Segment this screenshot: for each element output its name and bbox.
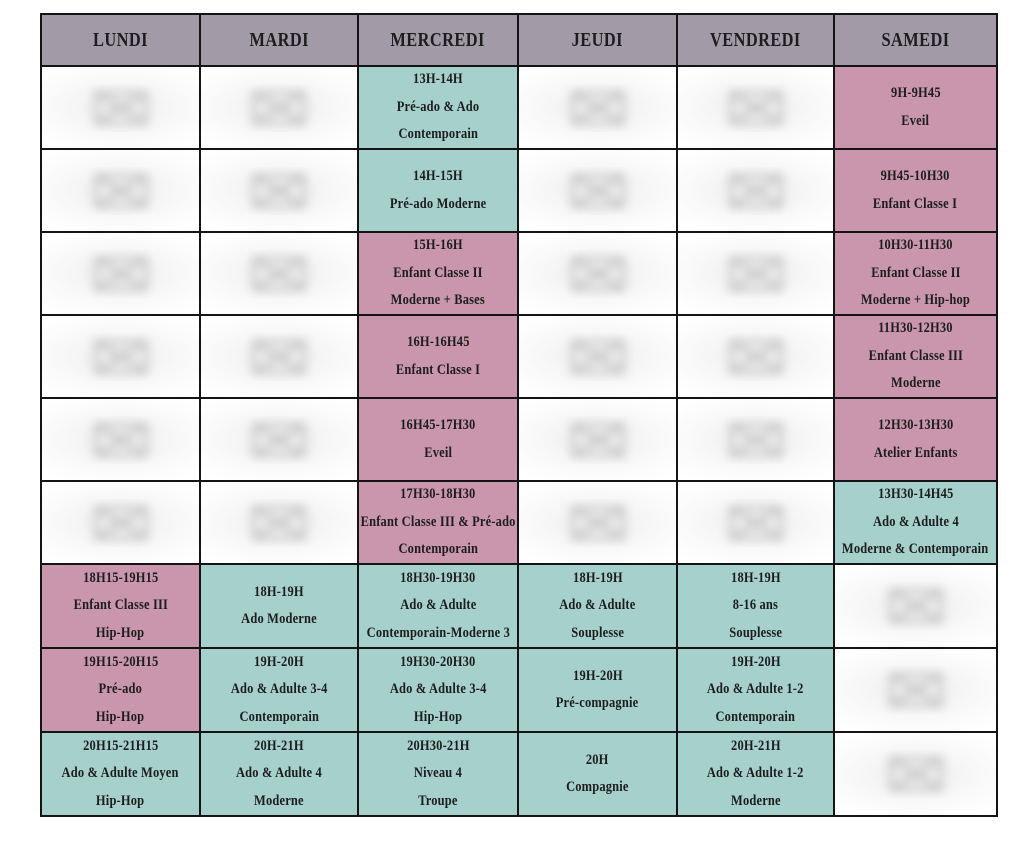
class-cell-samedi-row4 bbox=[835, 316, 998, 399]
class-label: Moderne bbox=[730, 792, 781, 809]
missing-image-icon bbox=[559, 499, 637, 547]
class-label: Ado & Adulte Moyen bbox=[61, 765, 180, 782]
missing-image-icon bbox=[240, 84, 318, 132]
missing-image-icon bbox=[717, 333, 795, 381]
class-cell-samedi-row2 bbox=[835, 150, 998, 233]
class-time: 11H30-12H30 bbox=[878, 320, 953, 337]
class-label: Ado & Adulte 1-2 bbox=[707, 765, 804, 782]
missing-image-icon bbox=[82, 416, 160, 464]
day-header-lundi bbox=[42, 15, 201, 67]
class-label: Eveil bbox=[424, 444, 452, 461]
class-label: Souplesse bbox=[571, 624, 624, 641]
class-time: 20H bbox=[586, 751, 609, 768]
missing-image-icon bbox=[240, 167, 318, 215]
class-label: Contemporain bbox=[715, 708, 796, 725]
class-label: 8-16 ans bbox=[732, 597, 779, 614]
missing-image-icon bbox=[717, 499, 795, 547]
empty-cell-vendredi-row2 bbox=[678, 150, 835, 233]
class-label: Hip-Hop bbox=[96, 792, 145, 809]
empty-cell-mardi-row5 bbox=[201, 399, 359, 482]
empty-cell-jeudi-row5 bbox=[519, 399, 678, 482]
class-time: 19H-20H bbox=[730, 653, 781, 670]
class-label: Enfant Classe III bbox=[868, 347, 963, 364]
empty-cell-lundi-row4 bbox=[42, 316, 201, 399]
class-cell-jeudi-row9 bbox=[519, 733, 678, 817]
day-header-mardi bbox=[201, 15, 359, 67]
class-time: 15H-16H bbox=[413, 237, 463, 254]
class-time: 14H-15H bbox=[413, 168, 463, 184]
day-header-label: LUNDI bbox=[93, 28, 148, 51]
class-cell-samedi-row3 bbox=[835, 233, 998, 316]
empty-cell-lundi-row5 bbox=[42, 399, 201, 482]
day-header-label: SAMEDI bbox=[881, 28, 950, 51]
class-time: 13H-14H bbox=[413, 71, 463, 88]
class-time: 18H-19H bbox=[254, 583, 304, 600]
class-cell-mercredi-row2 bbox=[359, 150, 519, 233]
day-header-label: MARDI bbox=[249, 28, 309, 51]
empty-cell-lundi-row2 bbox=[42, 150, 201, 233]
class-time: 9H-9H45 bbox=[890, 85, 941, 101]
class-label: Moderne bbox=[254, 792, 304, 809]
day-header-samedi bbox=[835, 15, 998, 67]
empty-cell-vendredi-row3 bbox=[678, 233, 835, 316]
day-header-label: JEUDI bbox=[571, 28, 624, 51]
missing-image-icon bbox=[559, 167, 637, 215]
class-label: Hip-Hop bbox=[96, 624, 145, 641]
empty-cell-jeudi-row2 bbox=[519, 150, 678, 233]
class-cell-mercredi-row9 bbox=[359, 733, 519, 817]
missing-image-icon bbox=[240, 333, 318, 381]
empty-cell-vendredi-row6 bbox=[678, 482, 835, 565]
class-label: Pré-ado bbox=[98, 681, 143, 698]
class-time: 17H30-18H30 bbox=[400, 486, 476, 503]
class-cell-mardi-row8 bbox=[201, 649, 359, 733]
class-label: Moderne + Bases bbox=[390, 292, 486, 309]
class-label: Souplesse bbox=[729, 624, 782, 641]
class-label: Ado & Adulte 3-4 bbox=[389, 681, 487, 698]
class-label: Enfant Classe III bbox=[73, 597, 168, 614]
class-time: 19H-20H bbox=[572, 667, 623, 684]
empty-cell-mardi-row1 bbox=[201, 67, 359, 150]
empty-cell-mardi-row4 bbox=[201, 316, 359, 399]
empty-cell-lundi-row3 bbox=[42, 233, 201, 316]
empty-cell-samedi-row8 bbox=[835, 649, 998, 733]
class-label: Eveil bbox=[901, 112, 930, 129]
class-label: Niveau 4 bbox=[413, 765, 463, 782]
class-label: Enfant Classe I bbox=[873, 195, 958, 212]
class-cell-mercredi-row7 bbox=[359, 565, 519, 649]
class-cell-mercredi-row6 bbox=[359, 482, 519, 565]
class-label: Enfant Classe III & Pré-ado bbox=[360, 513, 516, 530]
day-header-jeudi bbox=[519, 15, 678, 67]
class-label: Pré-compagnie bbox=[556, 695, 639, 711]
class-cell-vendredi-row9 bbox=[678, 733, 835, 817]
empty-cell-vendredi-row5 bbox=[678, 399, 835, 482]
schedule-table bbox=[40, 13, 998, 817]
class-label: Ado & Adulte bbox=[399, 597, 477, 614]
class-time: 19H-20H bbox=[254, 653, 304, 670]
empty-cell-jeudi-row3 bbox=[519, 233, 678, 316]
class-cell-mardi-row9 bbox=[201, 733, 359, 817]
missing-image-icon bbox=[559, 250, 637, 298]
class-time: 13H30-14H45 bbox=[877, 486, 954, 503]
empty-cell-mardi-row6 bbox=[201, 482, 359, 565]
missing-image-icon bbox=[82, 250, 160, 298]
class-cell-lundi-row9 bbox=[42, 733, 201, 817]
class-time: 19H15-20H15 bbox=[82, 653, 159, 670]
day-header-label: MERCREDI bbox=[390, 28, 486, 51]
class-cell-lundi-row7 bbox=[42, 565, 201, 649]
missing-image-icon bbox=[240, 250, 318, 298]
class-cell-samedi-row1 bbox=[835, 67, 998, 150]
class-time: 20H-21H bbox=[730, 737, 781, 754]
missing-image-icon bbox=[240, 499, 318, 547]
class-label: Ado Moderne bbox=[241, 611, 317, 627]
empty-cell-jeudi-row4 bbox=[519, 316, 678, 399]
class-time: 20H-21H bbox=[254, 737, 304, 754]
day-header-vendredi bbox=[678, 15, 835, 67]
class-cell-samedi-row5 bbox=[835, 399, 998, 482]
class-label: Moderne + Hip-hop bbox=[860, 292, 971, 309]
class-time: 19H30-20H30 bbox=[400, 653, 476, 670]
missing-image-icon bbox=[82, 167, 160, 215]
class-time: 20H15-21H15 bbox=[82, 737, 159, 754]
empty-cell-mardi-row3 bbox=[201, 233, 359, 316]
class-time: 16H-16H45 bbox=[406, 334, 470, 350]
class-label: Hip-Hop bbox=[413, 708, 463, 725]
missing-image-icon bbox=[82, 84, 160, 132]
missing-image-icon bbox=[559, 84, 637, 132]
missing-image-icon bbox=[717, 167, 795, 215]
class-label: Atelier Enfants bbox=[873, 444, 958, 461]
class-label: Ado & Adulte 3-4 bbox=[230, 681, 328, 698]
missing-image-icon bbox=[877, 666, 955, 714]
missing-image-icon bbox=[877, 582, 955, 630]
class-label: Enfant Classe II bbox=[393, 264, 483, 281]
day-header-label: VENDREDI bbox=[710, 28, 801, 51]
empty-cell-jeudi-row1 bbox=[519, 67, 678, 150]
class-cell-jeudi-row8 bbox=[519, 649, 678, 733]
missing-image-icon bbox=[717, 250, 795, 298]
class-cell-vendredi-row8 bbox=[678, 649, 835, 733]
class-label: Contemporain bbox=[239, 708, 319, 725]
class-label: Compagnie bbox=[566, 779, 629, 795]
class-label: Ado & Adulte 1-2 bbox=[707, 681, 804, 698]
empty-cell-samedi-row9 bbox=[835, 733, 998, 817]
class-label: Pré-ado Moderne bbox=[389, 195, 487, 212]
empty-cell-vendredi-row4 bbox=[678, 316, 835, 399]
missing-image-icon bbox=[717, 84, 795, 132]
class-time: 18H-19H bbox=[572, 569, 623, 586]
missing-image-icon bbox=[559, 333, 637, 381]
class-label: Pré-ado & Ado bbox=[396, 98, 480, 115]
class-time: 10H30-11H30 bbox=[878, 237, 953, 254]
class-cell-mardi-row7 bbox=[201, 565, 359, 649]
empty-cell-jeudi-row6 bbox=[519, 482, 678, 565]
class-label: Contemporain bbox=[398, 541, 478, 558]
class-label: Contemporain bbox=[398, 126, 478, 143]
empty-cell-vendredi-row1 bbox=[678, 67, 835, 150]
empty-cell-lundi-row6 bbox=[42, 482, 201, 565]
missing-image-icon bbox=[82, 499, 160, 547]
class-cell-mercredi-row4 bbox=[359, 316, 519, 399]
class-cell-mercredi-row5 bbox=[359, 399, 519, 482]
class-cell-jeudi-row7 bbox=[519, 565, 678, 649]
class-cell-mercredi-row1 bbox=[359, 67, 519, 150]
class-label: Hip-Hop bbox=[96, 708, 145, 725]
class-time: 18H15-19H15 bbox=[82, 569, 159, 586]
class-cell-mercredi-row3 bbox=[359, 233, 519, 316]
missing-image-icon bbox=[717, 416, 795, 464]
empty-cell-samedi-row7 bbox=[835, 565, 998, 649]
class-label: Ado & Adulte 4 bbox=[872, 513, 959, 530]
missing-image-icon bbox=[877, 750, 955, 798]
empty-cell-mardi-row2 bbox=[201, 150, 359, 233]
class-label: Ado & Adulte bbox=[559, 597, 636, 614]
class-cell-lundi-row8 bbox=[42, 649, 201, 733]
class-label: Contemporain-Moderne 3 bbox=[366, 624, 510, 641]
class-label: Moderne bbox=[890, 375, 941, 392]
class-cell-mercredi-row8 bbox=[359, 649, 519, 733]
class-cell-vendredi-row7 bbox=[678, 565, 835, 649]
class-time: 18H30-19H30 bbox=[400, 569, 476, 586]
class-label: Enfant Classe II bbox=[870, 264, 961, 281]
empty-cell-lundi-row1 bbox=[42, 67, 201, 150]
class-label: Moderne & Contemporain bbox=[842, 541, 989, 558]
day-header-mercredi bbox=[359, 15, 519, 67]
missing-image-icon bbox=[559, 416, 637, 464]
missing-image-icon bbox=[240, 416, 318, 464]
class-time: 16H45-17H30 bbox=[400, 417, 476, 433]
class-label: Enfant Classe I bbox=[395, 361, 481, 378]
class-label: Ado & Adulte 4 bbox=[236, 765, 322, 782]
class-cell-samedi-row6 bbox=[835, 482, 998, 565]
class-time: 18H-19H bbox=[730, 569, 781, 586]
missing-image-icon bbox=[82, 333, 160, 381]
class-time: 20H30-21H bbox=[406, 737, 470, 754]
class-time: 9H45-10H30 bbox=[881, 168, 950, 184]
class-time: 12H30-13H30 bbox=[877, 417, 954, 433]
class-label: Troupe bbox=[418, 792, 458, 809]
